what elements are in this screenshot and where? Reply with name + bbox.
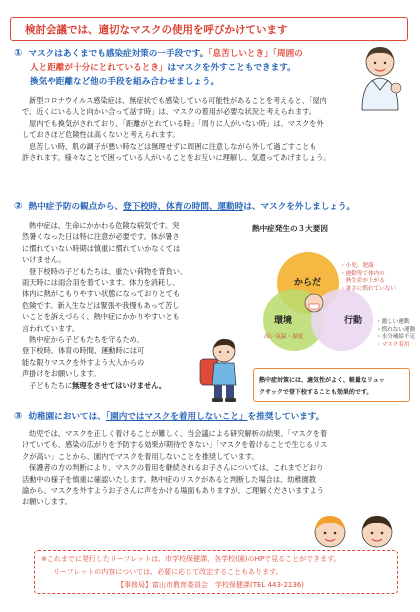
venn-body-items: ・小児、肥満 ・運動等で体内の 熱生産が上がる ・暑さに慣れていない bbox=[340, 263, 396, 292]
title-banner bbox=[10, 17, 408, 41]
section3-heading: ③ 幼稚園においては、「園内ではマスクを着用しないこと」を推奨しています。 bbox=[14, 411, 325, 422]
heatstroke-venn-diagram bbox=[250, 215, 415, 365]
venn-body-label: からだ bbox=[294, 278, 322, 288]
section1-heading-line2: 人と距離が十分にとれているとき」はマスクを外すこともできます。 bbox=[30, 63, 296, 73]
child-backpack-illustration bbox=[196, 335, 246, 405]
page-title: 検討会議では、適切なマスクの使用を呼びかけています bbox=[25, 24, 288, 36]
venn-act-label: 行動 bbox=[344, 316, 363, 326]
section3-paragraph: 幼児では、マスクを正しく着けることが難しく、当会議による研究解析の結果、「マスクを着 けていても、感染の広がりを予防する効果が期待できない」「マスクを着けることで生じるリス クが高い」ことから、園内でマスクを着用しないことを推奨しています。 保護者の方の判断により、マスクの着用を継続されるお子さんについては、これまでどおり 活動中の様子を慎重に確認いたします。熱中症のリスクがあると判断した場合は、幼稚園教 諭から、マスクを外すようお子さんに声をかける場面もありますが、ご理解くださいますよう お願いします。 bbox=[22, 429, 328, 507]
section1-paragraph: 新型コロナウイルス感染症は、無症状でも感染している可能性があることを考えると、「屋内 で、近くにいる人と向かい合って話す時」は、マスクの着用が必要な状況と考えられます。 屋内でも換気がされており、「距離がとれている時」「周りに人がいない時」は、マスクを外 しておさほど危険性は高くないと考えられます。 息苦しい時、肌の調子が悪い時などは無理せずに周囲に注意しながら外して過ごすことも 許されます。様々なことで困っている人がいることをお互いに理解し、気遣ってあげましょう。 bbox=[22, 96, 331, 163]
venn-title: 熱中症発生の３大要因 bbox=[252, 224, 328, 233]
kindergarten-children-illustration bbox=[305, 510, 405, 550]
footer-notice-box: ※これまでに発行したリーフレットは、市学校保健課、各学校(園)のHPで見ることができます。 リーフレットの内容については、必要に応じて改定することもあります。 【事務局】富山市教育委員会 学校保健課(TEL 443-2136) bbox=[34, 550, 398, 594]
venn-act-items: ・激しい運動 ・慣れない運動 ・水分補給不足 ・マスク着用 bbox=[376, 319, 416, 348]
section2-heading: ② 熱中症予防の観点から、登下校時、体育の時間、運動時は、マスクを外しましょう。 bbox=[14, 201, 356, 212]
nurse-illustration bbox=[350, 42, 410, 112]
section1-number: ① bbox=[14, 48, 23, 59]
section2-paragraph: 熱中症は、生命にかかわる危険な病気です。突 然暑くなった日は特に注意が必要です。体が暑さ に慣れていない時期は慎重に慣れていかなくては いけません。 登下校時の子どもたちは、重たい荷物を背負い、 雨天時には雨合羽を着ています。体力を消耗し、 体内に熱がこもりやすい状態になっておりとても 危険です。新入生などは緊張や我慢もあって苦し いことを訴えづらく、熱中症にかかりやすいとも 言われています。 熱中症から子どもたちを守るため、 登下校時、体育の時間、運動時には可 能な限りマスクを外すよう大人からの 声掛けをお願いします。 子どもたちに無理をさせてはいけません。 bbox=[22, 221, 188, 390]
venn-env-label: 環境 bbox=[274, 316, 293, 326]
venn-env-caption: 高い気温・湿度 bbox=[264, 334, 304, 340]
backpack-note-box: 熱中症対策には、適気性がよく、軽量なリュッ クサックで登下校することも効果的です。 bbox=[253, 368, 410, 402]
section1-heading-line1: ① マスクはあくまでも感染症対策の一手段です。「息苦しいとき」「周囲の bbox=[14, 48, 303, 59]
section1-heading-line3: 換気や距離など他の手段を組み合わせましょう。 bbox=[30, 77, 220, 87]
